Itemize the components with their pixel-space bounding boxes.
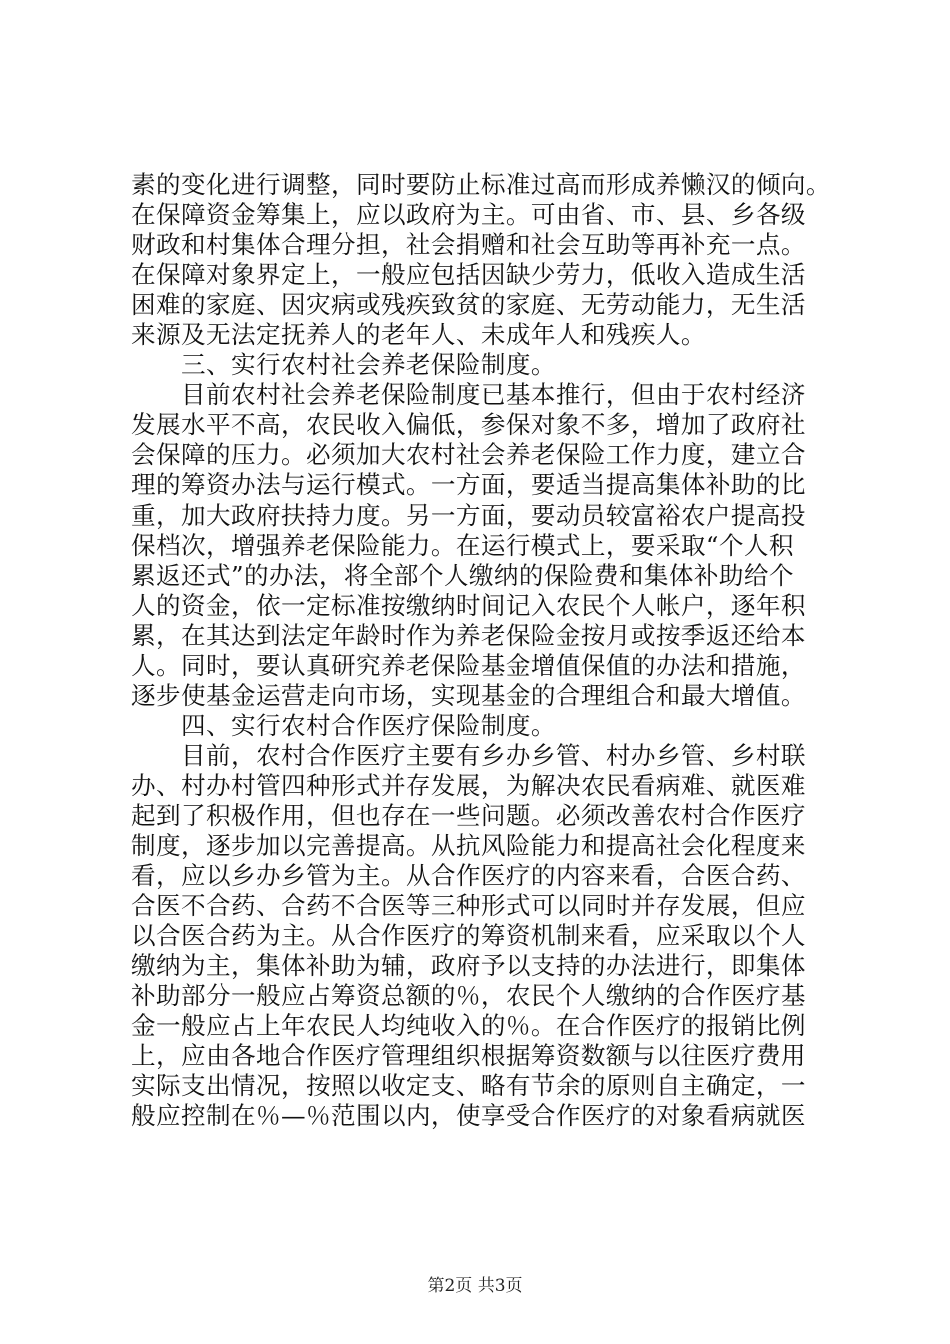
text-line: 保档次，增强养老保险能力。在运行模式上，要采取“个人积 xyxy=(131,530,794,560)
text-line: 重，加大政府扶持力度。另一方面，要动员较富裕农户提高投 xyxy=(131,500,806,530)
text-line: 素的变化进行调整，同时要防止标准过高而形成养懒汉的倾向。 xyxy=(131,170,831,199)
text-line: 来源及无法定抚养人的老年人、未成年人和残疾人。 xyxy=(131,320,706,350)
text-line: 困难的家庭、因灾病或残疾致贫的家庭、无劳动能力，无生活 xyxy=(131,290,806,320)
text-line: 般应控制在％—％范围以内，使享受合作医疗的对象看病就医 xyxy=(131,1101,806,1131)
text-line: 实际支出情况，按照以收定支、略有节余的原则自主确定，一 xyxy=(131,1071,806,1101)
page-footer xyxy=(0,1271,950,1296)
text-line: 在保障资金筹集上，应以政府为主。可由省、市、县、乡各级 xyxy=(131,200,806,230)
text-line: 会保障的压力。必须加大农村社会养老保险工作力度，建立合 xyxy=(131,440,806,470)
text-line: 上，应由各地合作医疗管理组织根据筹资数额与以往医疗费用 xyxy=(131,1041,806,1071)
text-line: 逐步使基金运营走向市场，实现基金的合理组合和最大增值。 xyxy=(131,680,806,710)
text-line: 合医不合药、合药不合医等三种形式可以同时并存发展，但应 xyxy=(131,891,806,921)
text-line: 办、村办村管四种形式并存发展，为解决农民看病难、就医难 xyxy=(131,770,806,800)
text-line: 人的资金，依一定标准按缴纳时间记入农民个人帐户，逐年积 xyxy=(131,590,806,620)
text-line: 金一般应占上年农民人均纯收入的％。在合作医疗的报销比例 xyxy=(131,1011,806,1041)
text-line: 以合医合药为主。从合作医疗的筹资机制来看，应采取以个人 xyxy=(131,921,806,951)
page-number-label: 第2页 共3页 xyxy=(427,1276,523,1296)
text-line: 补助部分一般应占筹资总额的％，农民个人缴纳的合作医疗基 xyxy=(131,981,806,1011)
text-line: 缴纳为主，集体补助为辅，政府予以支持的办法进行，即集体 xyxy=(131,951,806,981)
text-line: 看，应以乡办乡管为主。从合作医疗的内容来看，合医合药、 xyxy=(131,861,806,891)
text-line: 在保障对象界定上，一般应包括因缺少劳力，低收入造成生活 xyxy=(131,260,806,290)
body-text xyxy=(131,170,831,1132)
text-line: 制度，逐步加以完善提高。从抗风险能力和提高社会化程度来 xyxy=(131,831,806,861)
text-line: 目前农村社会养老保险制度已基本推行，但由于农村经济 xyxy=(131,380,806,410)
text-line: 起到了积极作用，但也存在一些问题。必须改善农村合作医疗 xyxy=(131,800,806,830)
text-line: 累，在其达到法定年龄时作为养老保险金按月或按季返还给本 xyxy=(131,620,806,650)
text-line: 财政和村集体合理分担，社会捐赠和社会互助等再补充一点。 xyxy=(131,230,806,260)
text-line: 累返还式”的办法，将全部个人缴纳的保险费和集体补助给个 xyxy=(131,560,794,590)
text-line: 发展水平不高，农民收入偏低，参保对象不多，增加了政府社 xyxy=(131,410,806,440)
text-line: 人。同时，要认真研究养老保险基金增值保值的办法和措施， xyxy=(131,650,806,680)
text-line: 目前，农村合作医疗主要有乡办乡管、村办乡管、乡村联 xyxy=(131,740,806,770)
section-heading: 四、实行农村合作医疗保险制度。 xyxy=(131,710,556,740)
section-heading: 三、实行农村社会养老保险制度。 xyxy=(131,350,556,380)
text-line: 理的筹资办法与运行模式。一方面，要适当提高集体补助的比 xyxy=(131,470,806,500)
